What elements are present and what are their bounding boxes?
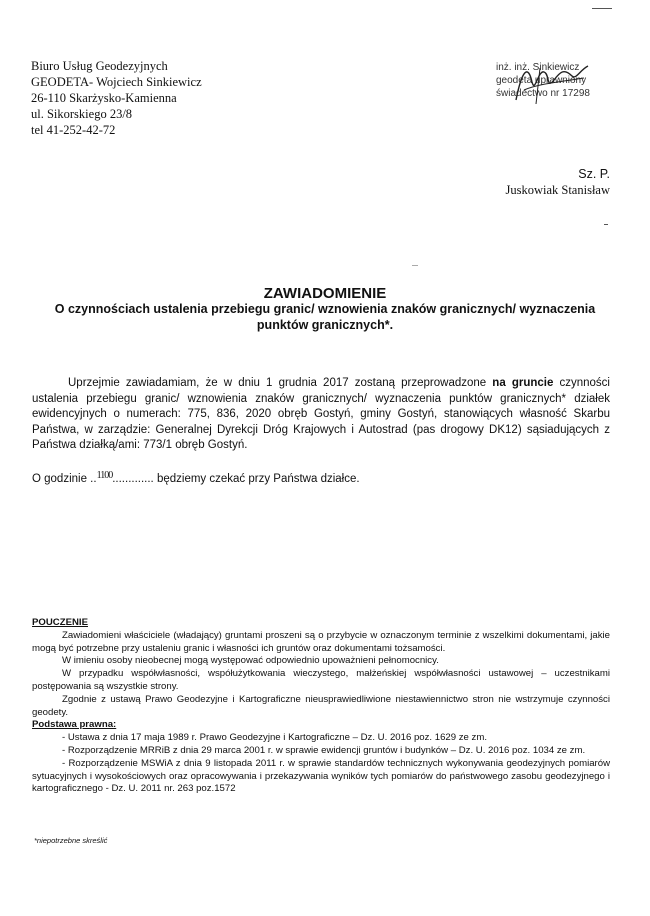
hour-prefix: O godzinie .. [32, 473, 97, 485]
document-title: ZAWIADOMIENIE [263, 285, 387, 302]
notice-text: Uprzejmie zawiadamiam, że w dniu 1 grudnia 2017 zostaną przeprowadzone [68, 377, 493, 389]
footnote: *niepotrzebne skreślić [34, 836, 108, 845]
sender-line: GEODETA- Wojciech Sinkiewicz [31, 75, 202, 89]
legal-basis-header: Podstawa prawna: [32, 719, 117, 731]
scan-mark [412, 265, 418, 266]
top-rule [592, 8, 612, 9]
legal-item: - Rozporządzenie MRRiB z dnia 29 marca 2001 r. w sprawie ewidencji gruntów i budynków – Dz. U. 2016 poz. 1034 ze zm. [62, 744, 586, 756]
instruction-paragraph: W imieniu osoby nieobecnej mogą występować odpowiednio upoważnieni pełnomocnicy. [62, 655, 439, 667]
sender-line: tel 41-252-42-72 [31, 123, 116, 137]
notice-text: czynności ustalenia przebiegu granic/ wznowienia znaków granicznych/ wyznaczenia punktów granicznych* działek ewidencyjnych o numerach: 775, 836, 2020 obręb Gostyń, gminy Gostyń, stanowiących własność Skarbu Państwa, w zarządzie: Generalnej Dyrekcji Dróg Krajowych i Autostrad (pas drogowy DK12) sąsiadujących z Państwa działką/ami: 773/1 obręb Gostyń. [32, 377, 610, 451]
scan-mark [604, 224, 608, 225]
notice-paragraph [32, 376, 610, 454]
sender-line: ul. Sikorskiego 23/8 [31, 107, 133, 121]
notice-emphasis: na gruncie [492, 377, 554, 389]
instruction-paragraph: Zawiadomieni właściciele (władający) gruntami proszeni są o przybycie w oznaczonym terminie z wszelkimi dokumentami, jakie mogą być potrzebne przy ustaleniu granic i własności ich gruntów oraz dokumentami tożsamości. [32, 629, 610, 654]
hour-suffix: ............. będziemy czekać przy Państwa działce. [112, 473, 360, 485]
legal-item: - Ustawa z dnia 17 maja 1989 r. Prawo Geodezyjne i Kartograficzne – Dz. U. 2016 poz. 1629 ze zm. [62, 732, 488, 744]
recipient-block [505, 166, 610, 198]
instructions-header: POUCZENIE [32, 617, 88, 628]
document-subtitle: O czynnościach ustalenia przebiegu granic/ wznowienia znaków granicznych/ wyznaczenia punktów granicznych*. [54, 302, 596, 332]
stamp-line: świadectwo nr 17298 [496, 88, 590, 99]
signature-graphic [488, 60, 618, 110]
sender-line: Biuro Usług Geodezyjnych [31, 59, 168, 73]
surveyor-stamp [488, 60, 618, 110]
meeting-hour-line [32, 470, 360, 485]
handwritten-hour: 1100 [96, 470, 113, 481]
instructions-section [32, 617, 610, 796]
instruction-paragraph: Zgodnie z ustawą Prawo Geodezyjne i Kartograficzne nieusprawiedliwione niestawiennictwo stron nie wstrzymuje czynności geodety. [32, 693, 610, 718]
stamp-line: inż. inż. Sinkiewicz [496, 62, 580, 73]
sender-address-block [31, 58, 202, 138]
stamp-line: geodeta uprawniony [496, 75, 587, 86]
recipient-salutation: Sz. P. [578, 167, 610, 181]
sender-line: 26-110 Skarżysko-Kamienna [31, 91, 177, 105]
legal-item: - Rozporządzenie MSWiA z dnia 9 listopada 2011 r. w sprawie standardów technicznych wykonywania geodezyjnych pomiarów sytuacyjnych i wysokościowych oraz opracowywania i przekazywania wyników tych pomiarów do państwowego zasobu geodezyjnego i kartograficznego - Dz. U. 2011 nr. 263 poz.1572 [32, 757, 610, 795]
recipient-name: Juskowiak Stanisław [505, 183, 610, 197]
instruction-paragraph: W przypadku współwłasności, współużytkowania wieczystego, małżeńskiej współwłasności ustawowej – uczestnikami postępowania są wszystkie strony. [32, 668, 610, 692]
